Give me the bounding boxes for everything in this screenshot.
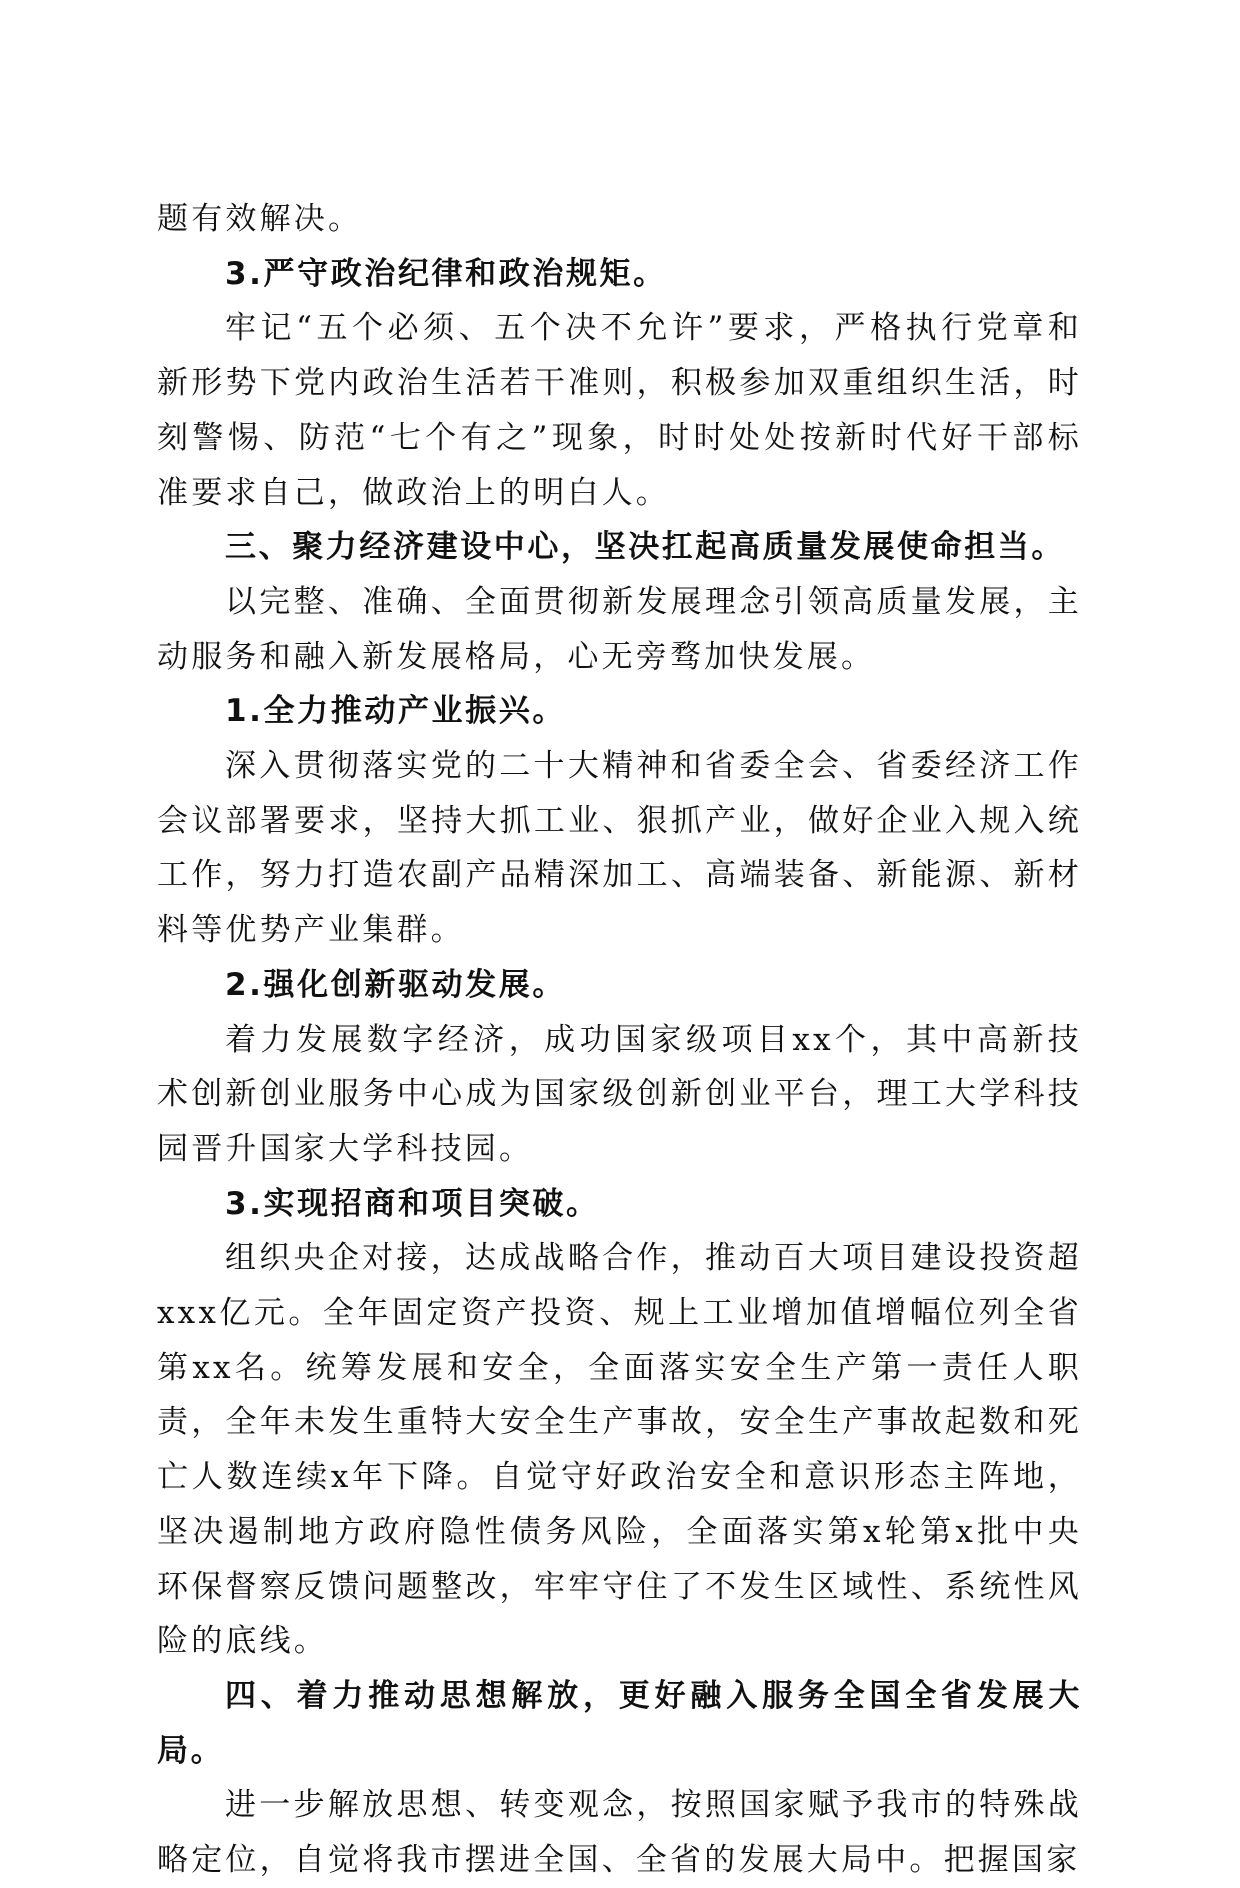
- subheading-industry-revitalization: 1.全力推动产业振兴。: [225, 693, 566, 730]
- section-heading-thought-liberation: 四、着力推动思想解放，更好融入服务全国全省发展大局。: [157, 1677, 1082, 1769]
- subheading-political-discipline: 3.严守政治纪律和政治规矩。: [225, 255, 667, 292]
- paragraph: 牢记“五个必须、五个决不允许”要求，严格执行党章和新形势下党内政治生活若干准则，积极参加双重组织生活，时刻警惕、防范“七个有之”现象，时时处处按新时代好干部标准要求自己，做政治上的明白人。: [157, 310, 1082, 511]
- document-body: [157, 192, 1082, 1888]
- paragraph: 组织央企对接，达成战略合作，推动百大项目建设投资超xxx亿元。全年固定资产投资、规上工业增加值增幅位列全省第xx名。统筹发展和安全，全面落实安全生产第一责任人职责，全年未发生重特大安全生产事故，安全生产事故起数和死亡人数连续x年下降。自觉守好政治安全和意识形态主阵地，坚决遏制地方政府隐性债务风险，全面落实第x轮第x批中央环保督察反馈问题整改，牢牢守住了不发生区域性、系统性风险的底线。: [157, 1240, 1082, 1660]
- section-heading-economic-construction: 三、聚力经济建设中心，坚决扛起高质量发展使命担当。: [225, 529, 1065, 566]
- paragraph: 着力发展数字经济，成功国家级项目xx个，其中高新技术创新创业服务中心成为国家级创新创业平台，理工大学科技园晋升国家大学科技园。: [157, 1021, 1082, 1167]
- paragraph: 以完整、准确、全面贯彻新发展理念引领高质量发展，主动服务和融入新发展格局，心无旁骛加快发展。: [157, 583, 1082, 675]
- paragraph: 进一步解放思想、转变观念，按照国家赋予我市的特殊战略定位，自觉将我市摆进全国、全省的发展大局中。把握国家: [157, 1787, 1082, 1879]
- paragraph-continuation: 题有效解决。: [157, 201, 363, 237]
- subheading-investment-projects: 3.实现招商和项目突破。: [225, 1185, 600, 1222]
- paragraph: 深入贯彻落实党的二十大精神和省委全会、省委经济工作会议部署要求，坚持大抓工业、狠抓产业，做好企业入规入统工作，努力打造农副产品精深加工、高端装备、新能源、新材料等优势产业集群。: [157, 748, 1082, 949]
- subheading-innovation-driven: 2.强化创新驱动发展。: [225, 966, 566, 1003]
